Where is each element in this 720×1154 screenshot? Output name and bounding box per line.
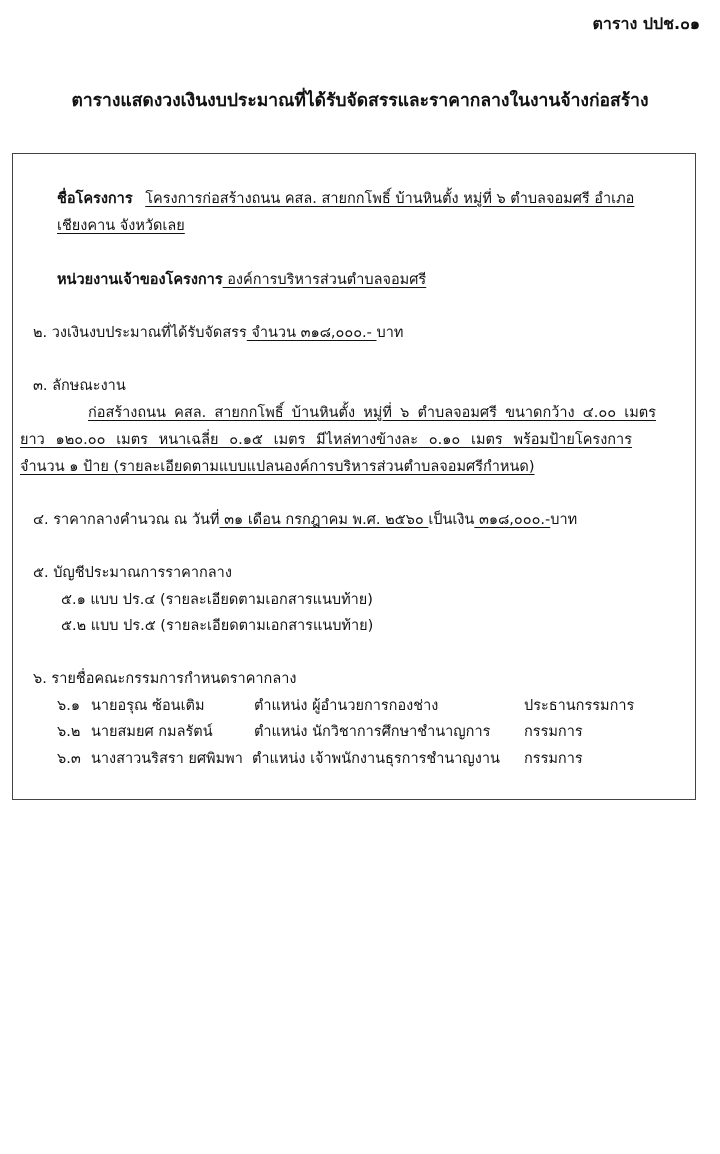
budget-row	[33, 321, 403, 344]
document-title: ตารางแสดงวงเงินงบประมาณที่ได้รับจัดสรรและราคากลางในงานจ้างก่อสร้าง	[71, 91, 649, 111]
agency-label: หน่วยงานเจ้าของโครงการ	[57, 272, 223, 288]
committee-member-position: ตำแหน่ง เจ้าพนักงานธุรการชำนาญงาน	[252, 751, 500, 767]
budget-unit: บาท	[376, 325, 404, 341]
median-price-row	[33, 508, 577, 531]
committee-member-no: ๖.๑	[57, 698, 81, 714]
committee-member-no: ๖.๒	[57, 724, 81, 740]
project-name-line1: โครงการก่อสร้างถนน คสล. สายกกโพธิ์ บ้านหินตั้ง หมู่ที่ ๖ ตำบลจอมศรี อำเภอ	[145, 191, 635, 207]
agency-row	[57, 268, 426, 291]
work-line1-text: ก่อสร้างถนน คสล. สายกกโพธิ์ บ้านหินตั้ง หมู่ที่ ๖ ตำบลจอมศรี ขนาดกว้าง ๔.๐๐ เมตร	[88, 405, 656, 421]
boq-item: ๕.๑ แบบ ปร.๔ (รายละเอียดตามเอกสารแนบท้าย)	[61, 592, 373, 608]
work-line2-text: ยาว ๑๒๐.๐๐ เมตร หนาเฉลี่ย ๐.๑๕ เมตร มีไหล่ทางข้างละ ๐.๑๐ เมตร พร้อมป้ายโครงการ	[20, 432, 632, 448]
committee-member-no: ๖.๓	[57, 751, 81, 767]
committee-member-position: ตำแหน่ง นักวิชาการศึกษาชำนาญการ	[254, 724, 491, 740]
project-name-line2: เชียงคาน จังหวัดเลย	[57, 218, 185, 234]
boq-item: ๕.๒ แบบ ปร.๕ (รายละเอียดตามเอกสารแนบท้าย)	[61, 618, 374, 634]
median-price-date: ๓๑ เดือน กรกฎาคม พ.ศ. ๒๕๖๐	[219, 512, 429, 528]
committee-member-role: ประธานกรรมการ	[524, 698, 635, 714]
boq-heading: ๕. บัญชีประมาณการราคากลาง	[33, 565, 232, 581]
budget-label: ๒. วงเงินงบประมาณที่ได้รับจัดสรร	[33, 325, 247, 341]
committee-heading: ๖. รายชื่อคณะกรรมการกำหนดราคากลาง	[33, 671, 297, 687]
work-line3: จำนวน ๑ ป้าย (รายละเอียดตามแบบแปลนองค์การบริหารส่วนตำบลจอมศรีกำหนด)	[20, 459, 535, 475]
median-price-amount-label: เป็นเงิน	[428, 512, 475, 528]
work-heading: ๓. ลักษณะงาน	[33, 378, 126, 394]
agency-value: องค์การบริหารส่วนตำบลจอมศรี	[222, 272, 427, 288]
median-price-amount: ๓๑๘,๐๐๐.-	[474, 512, 551, 528]
budget-value: จำนวน ๓๑๘,๐๐๐.-	[246, 325, 377, 341]
work-line2	[20, 428, 632, 451]
median-price-label: ๔. ราคากลางคำนวณ ณ วันที่	[33, 512, 220, 528]
committee-member-position: ตำแหน่ง ผู้อำนวยการกองช่าง	[254, 698, 439, 714]
project-row	[57, 187, 634, 210]
median-price-unit: บาท	[550, 512, 578, 528]
work-line1	[88, 401, 656, 424]
form-code: ตาราง ปปช.๐๑	[592, 14, 700, 33]
project-label: ชื่อโครงการ	[57, 191, 133, 207]
committee-member-name: นายสมยศ กมลรัตน์	[91, 724, 213, 740]
committee-member-name: นายอรุณ ซ้อนเติม	[91, 698, 205, 714]
committee-member-role: กรรมการ	[524, 724, 583, 740]
committee-member-name: นางสาวนริสรา ยศพิมพา	[91, 751, 243, 767]
committee-member-role: กรรมการ	[524, 751, 583, 767]
